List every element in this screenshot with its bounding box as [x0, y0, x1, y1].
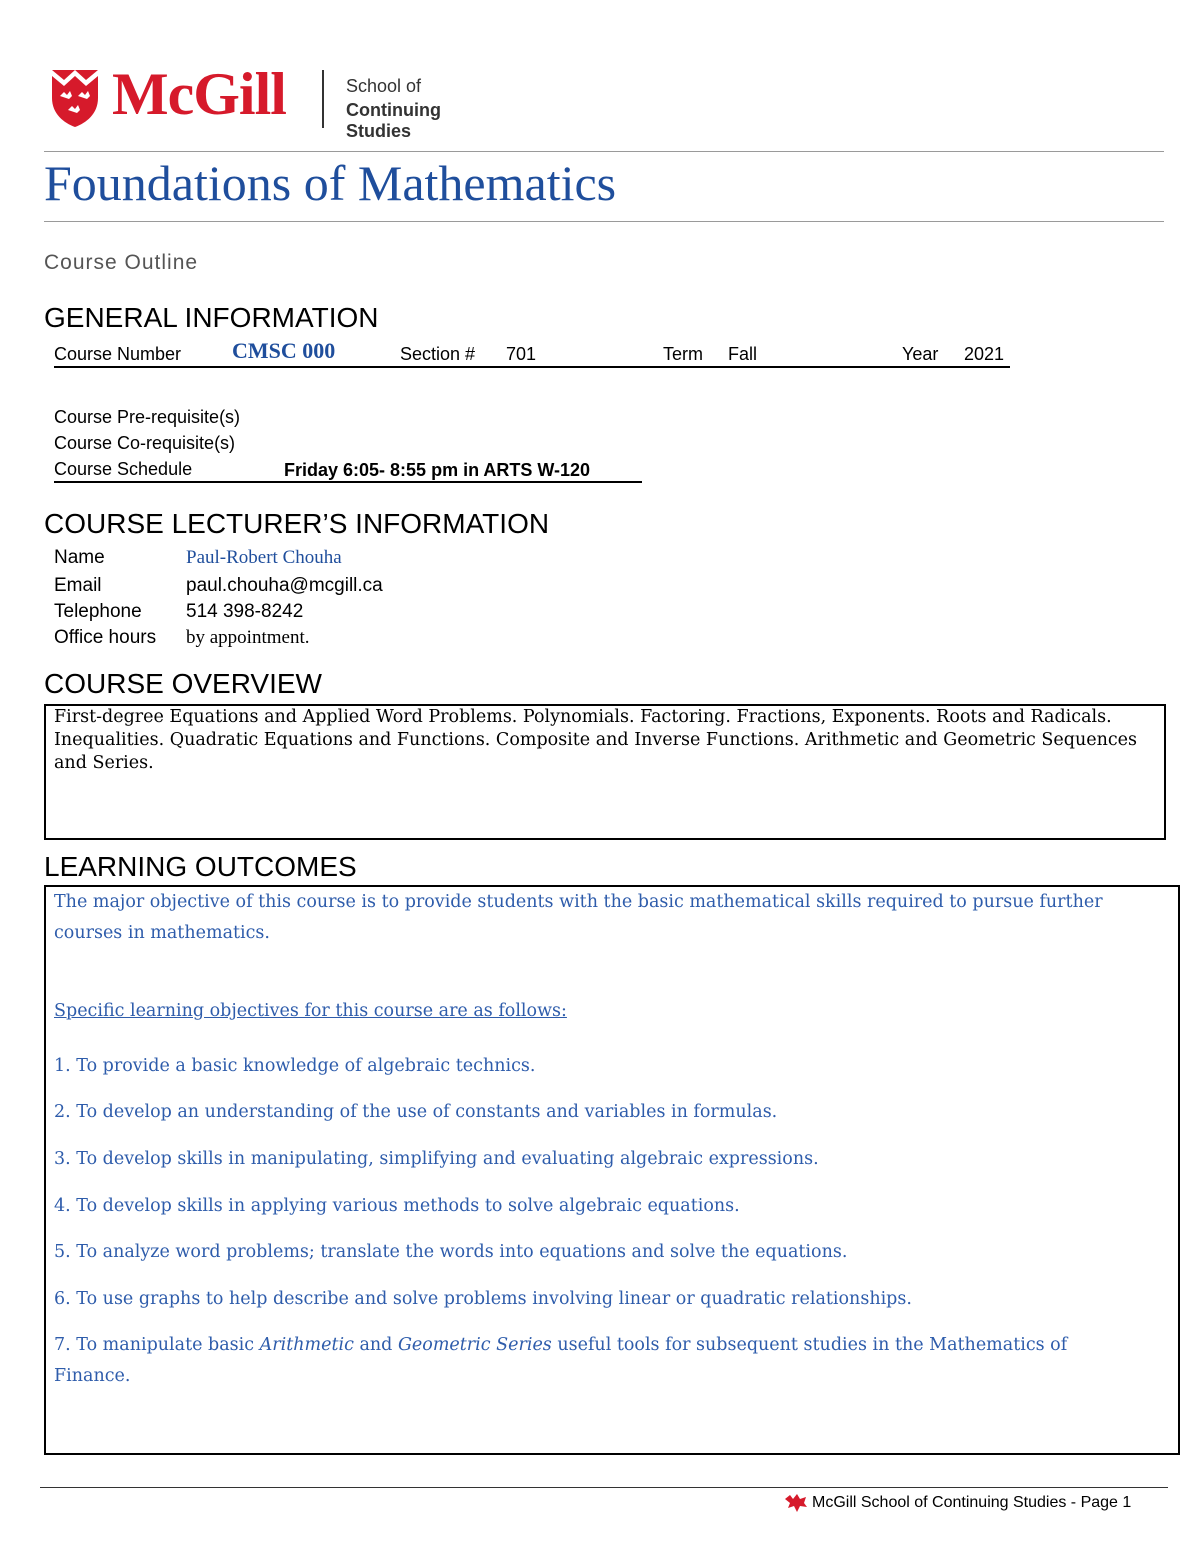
- course-number-value: CMSC 000: [232, 338, 336, 363]
- corequisite-label: Course Co-requisite(s): [54, 433, 236, 453]
- lecturer-phone-value: 514 398-8242: [186, 601, 304, 622]
- lecturer-heading: COURSE LECTURER’S INFORMATION: [44, 508, 550, 539]
- objective-item-6: 6. To use graphs to help describe and solve problems involving linear or quadratic relationships.: [54, 1289, 912, 1309]
- schedule-value: Friday 6:05- 8:55 pm in ARTS W-120: [284, 460, 591, 480]
- objective-item-7-prefix: 7. To manipulate basic: [54, 1335, 260, 1355]
- objective-item-7-mid: and: [353, 1335, 398, 1355]
- outcomes-intro: The major objective of this course is to provide students with the basic mathematical skills required to pursue further courses in mathematics.: [54, 892, 1103, 943]
- lecturer-name-value: Paul-Robert Chouha: [186, 547, 342, 568]
- section-label: Section #: [400, 344, 476, 364]
- course-overview-heading: COURSE OVERVIEW: [44, 668, 322, 699]
- document-title: Foundations of Mathematics: [44, 155, 617, 211]
- school-name-line2: Continuing Studies: [346, 100, 441, 141]
- brand-wordmark: McGill: [112, 61, 286, 127]
- section-value: 701: [506, 344, 537, 364]
- general-info-row: [54, 340, 1010, 368]
- title-bottom-rule: [44, 221, 1164, 222]
- objective-item-7-arithmetic: Arithmetic: [259, 1335, 354, 1355]
- course-number-label: Course Number: [54, 344, 182, 364]
- year-value: 2021: [964, 344, 1005, 364]
- term-value: Fall: [728, 344, 758, 364]
- objective-item-5: 5. To analyze word problems; translate the words into equations and solve the equations.: [54, 1242, 848, 1262]
- objective-item-7-geometric: Geometric Series: [397, 1335, 552, 1355]
- objective-item-1: 1. To provide a basic knowledge of algebraic technics.: [54, 1056, 536, 1076]
- office-hours-label: Office hours: [54, 627, 157, 648]
- mcgill-martlet-icon: [784, 1493, 808, 1513]
- objective-item-3: 3. To develop skills in manipulating, simplifying and evaluating algebraic expressions.: [54, 1149, 819, 1169]
- document-subtitle: Course Outline: [44, 251, 199, 274]
- course-overview-text: First-degree Equations and Applied Word Problems. Polynomials. Factoring. Fractions, Exponents. Roots and Radicals. Inequalities. Quadratic Equations and Functions. Composite and Inverse Functions. Arithmetic and Geometric Sequences and Series.: [54, 707, 1137, 773]
- specific-objectives-heading: Specific learning objectives for this course are as follows:: [54, 1001, 567, 1021]
- office-hours-value: by appointment.: [186, 627, 310, 648]
- objective-item-7-suffix: useful tools for subsequent studies in the Mathematics of Finance.: [54, 1335, 1068, 1386]
- footer-rule: [40, 1487, 1168, 1488]
- title-top-rule: [44, 151, 1164, 152]
- mcgill-shield-icon: [50, 68, 100, 128]
- footer-text: McGill School of Continuing Studies - Page 1: [812, 1494, 1132, 1511]
- term-label: Term: [663, 344, 703, 364]
- year-label: Year: [902, 344, 939, 364]
- objective-item-4: 4. To develop skills in applying various methods to solve algebraic equations.: [54, 1196, 740, 1216]
- lecturer-email-value[interactable]: paul.chouha@mcgill.ca: [186, 575, 383, 596]
- prerequisite-label: Course Pre-requisite(s): [54, 407, 241, 427]
- lecturer-phone-label: Telephone: [54, 601, 142, 622]
- logo-divider: [322, 70, 324, 128]
- objective-item-2: 2. To develop an understanding of the use of constants and variables in formulas.: [54, 1102, 778, 1122]
- general-information-heading: GENERAL INFORMATION: [44, 302, 379, 333]
- school-name-line1: School of: [346, 76, 422, 96]
- schedule-label: Course Schedule: [54, 459, 193, 479]
- mcgill-logo: [50, 61, 510, 141]
- lecturer-name-label: Name: [54, 547, 105, 568]
- lecturer-email-label: Email: [54, 575, 102, 596]
- learning-outcomes-heading: LEARNING OUTCOMES: [44, 851, 357, 882]
- objective-item-7: [54, 1330, 1124, 1392]
